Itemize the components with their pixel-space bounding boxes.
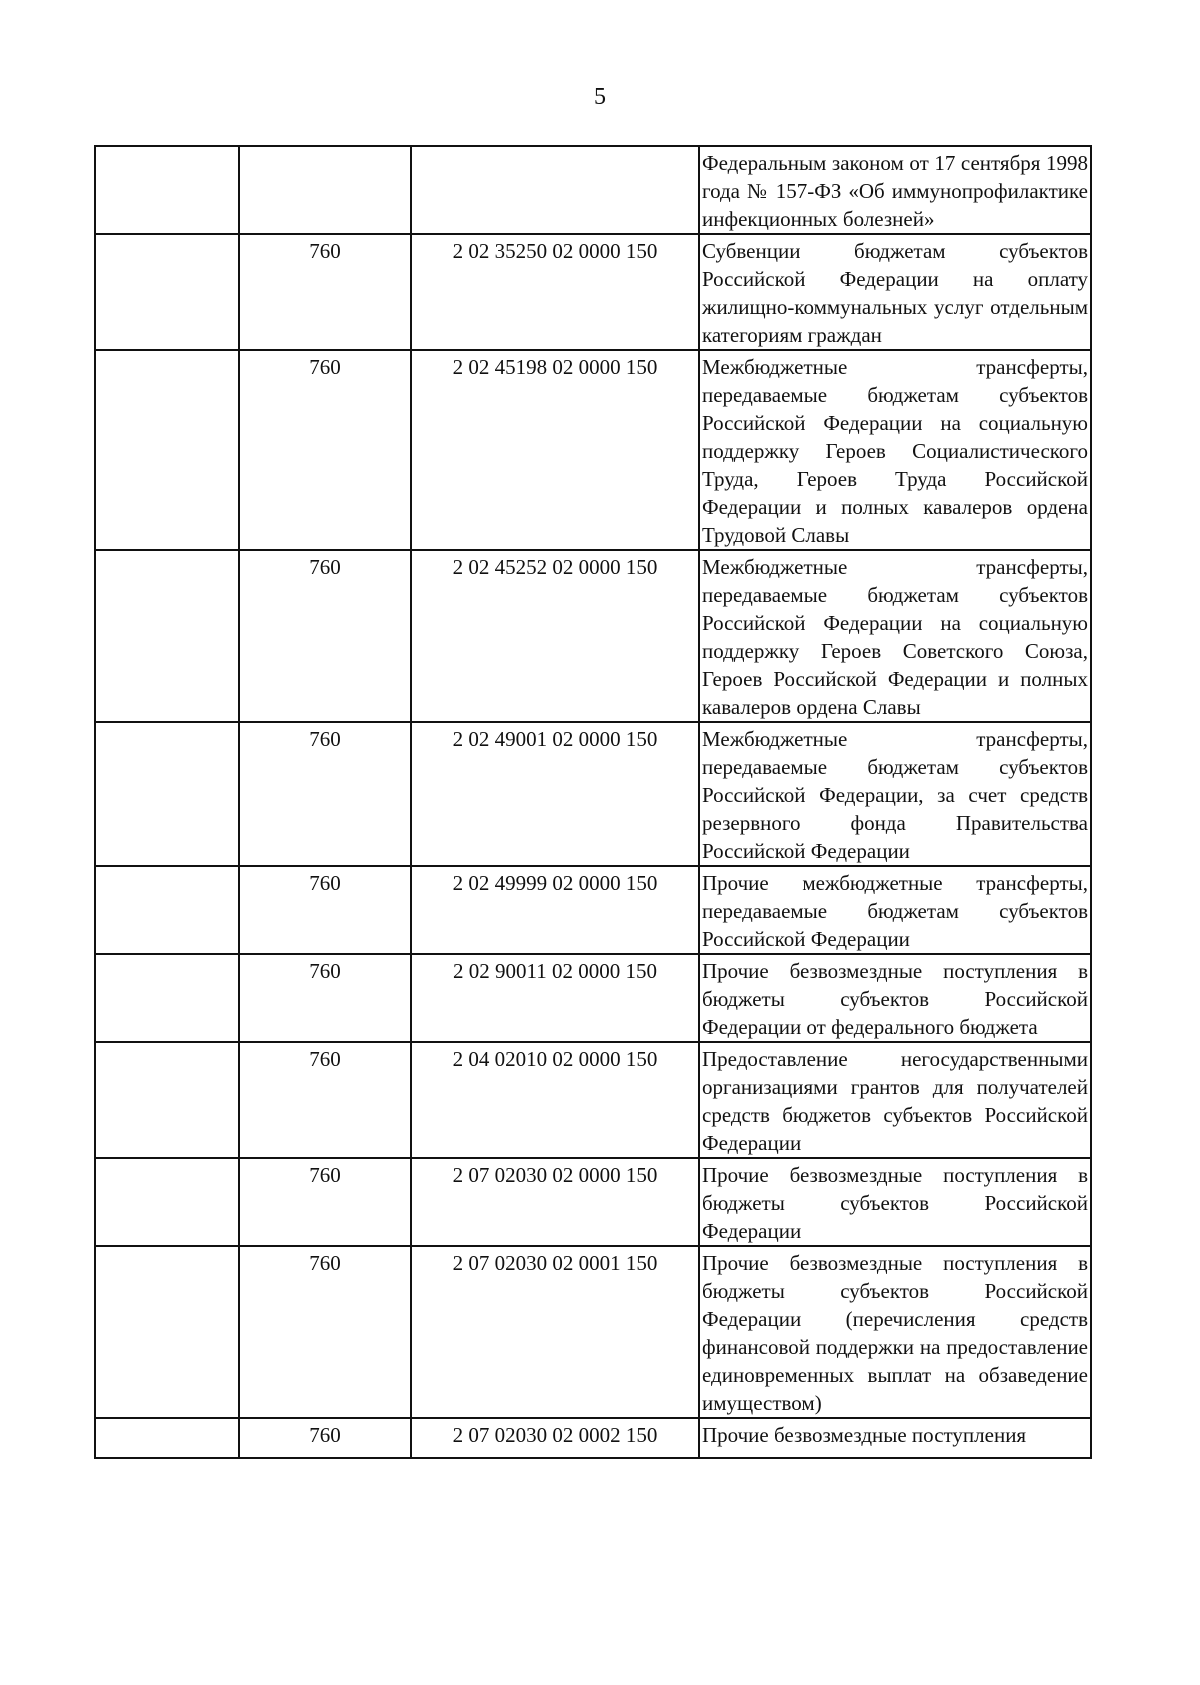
blank-cell [95,1042,239,1158]
admin-code-cell: 760 [239,550,411,722]
table-row [95,1042,1091,1158]
blank-cell [95,146,239,234]
revenue-name-cell: Межбюджетные трансферты, передаваемые бюджетам субъектов Российской Федерации, за счет средств резервного фонда Правительства Российской Федерации [699,722,1091,866]
revenue-name-cell: Прочие безвозмездные поступления в бюджеты субъектов Российской Федерации (перечисления средств финансовой поддержки на предоставление единовременных выплат на обзаведение имуществом) [699,1246,1091,1418]
table-row [95,722,1091,866]
revenue-name-cell: Межбюджетные трансферты, передаваемые бюджетам субъектов Российской Федерации на социальную поддержку Героев Советского Союза, Героев Российской Федерации и полных кавалеров ордена Славы [699,550,1091,722]
blank-cell [95,234,239,350]
table-row [95,350,1091,550]
revenue-name-cell: Прочие межбюджетные трансферты, передаваемые бюджетам субъектов Российской Федерации [699,866,1091,954]
budget-revenue-table [94,145,1092,1459]
budget-code-cell: 2 02 49999 02 0000 150 [411,866,699,954]
admin-code-cell: 760 [239,234,411,350]
blank-cell [95,1418,239,1458]
admin-code-cell: 760 [239,866,411,954]
budget-code-cell: 2 02 90011 02 0000 150 [411,954,699,1042]
budget-code-cell [411,146,699,234]
budget-code-cell: 2 02 35250 02 0000 150 [411,234,699,350]
table-row [95,234,1091,350]
table-row [95,550,1091,722]
blank-cell [95,350,239,550]
blank-cell [95,1158,239,1246]
table-row [95,1158,1091,1246]
budget-code-cell: 2 07 02030 02 0002 150 [411,1418,699,1458]
budget-code-cell: 2 04 02010 02 0000 150 [411,1042,699,1158]
revenue-name-cell: Прочие безвозмездные поступления в бюджеты субъектов Российской Федерации от федерального бюджета [699,954,1091,1042]
budget-code-cell: 2 07 02030 02 0000 150 [411,1158,699,1246]
budget-code-cell: 2 07 02030 02 0001 150 [411,1246,699,1418]
revenue-name-cell: Прочие безвозмездные поступления [699,1418,1091,1458]
budget-code-cell: 2 02 45198 02 0000 150 [411,350,699,550]
table-row [95,1246,1091,1418]
admin-code-cell [239,146,411,234]
admin-code-cell: 760 [239,954,411,1042]
revenue-name-cell: Межбюджетные трансферты, передаваемые бюджетам субъектов Российской Федерации на социальную поддержку Героев Социалистического Труда, Героев Труда Российской Федерации и полных кавалеров ордена Трудовой Славы [699,350,1091,550]
table-row [95,954,1091,1042]
table-row [95,1418,1091,1458]
page-number: 5 [594,84,606,110]
budget-code-cell: 2 02 49001 02 0000 150 [411,722,699,866]
table-row [95,866,1091,954]
revenue-name-cell: Прочие безвозмездные поступления в бюджеты субъектов Российской Федерации [699,1158,1091,1246]
revenue-name-cell: Субвенции бюджетам субъектов Российской Федерации на оплату жилищно-коммунальных услуг отдельным категориям граждан [699,234,1091,350]
admin-code-cell: 760 [239,722,411,866]
admin-code-cell: 760 [239,1246,411,1418]
admin-code-cell: 760 [239,350,411,550]
budget-code-cell: 2 02 45252 02 0000 150 [411,550,699,722]
admin-code-cell: 760 [239,1418,411,1458]
blank-cell [95,866,239,954]
revenue-name-cell: Предоставление негосударственными организациями грантов для получателей средств бюджетов субъектов Российской Федерации [699,1042,1091,1158]
blank-cell [95,1246,239,1418]
admin-code-cell: 760 [239,1158,411,1246]
admin-code-cell: 760 [239,1042,411,1158]
table-row [95,146,1091,234]
blank-cell [95,550,239,722]
blank-cell [95,954,239,1042]
revenue-name-cell: Федеральным законом от 17 сентября 1998 года № 157-ФЗ «Об иммунопрофилактике инфекционных болезней» [699,146,1091,234]
blank-cell [95,722,239,866]
